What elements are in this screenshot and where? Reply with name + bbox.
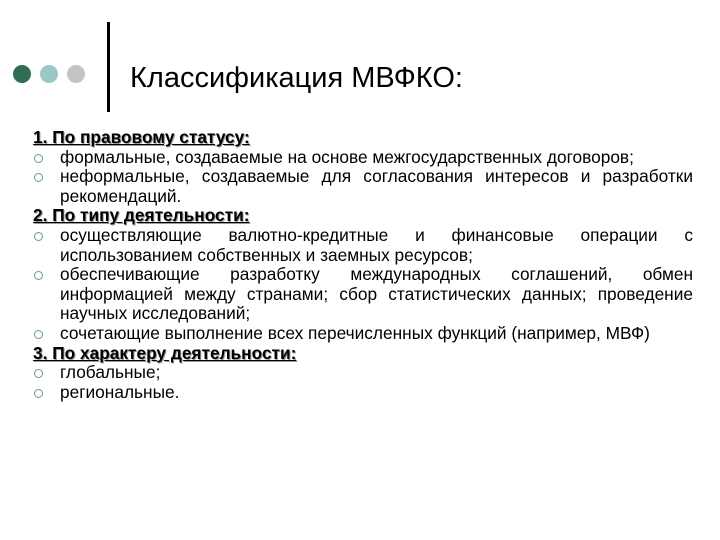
dot-dark-green-icon bbox=[13, 65, 31, 83]
section-heading: 2. По типу деятельности: bbox=[33, 205, 250, 226]
bullet-ring-icon bbox=[34, 154, 43, 163]
list-item-text: сочетающие выполнение всех перечисленных функций (например, МВФ) bbox=[60, 322, 650, 343]
list-item bbox=[33, 363, 693, 383]
list-item bbox=[33, 148, 693, 168]
dot-teal-icon bbox=[40, 65, 58, 83]
list-item bbox=[33, 226, 693, 265]
title-divider-line bbox=[107, 22, 110, 112]
bullet-ring-icon bbox=[34, 330, 43, 339]
bullet-ring-icon bbox=[34, 232, 43, 241]
bullet-ring-icon bbox=[34, 271, 43, 280]
list-item bbox=[33, 265, 693, 324]
list-item bbox=[33, 383, 693, 403]
section-heading: 3. По характеру деятельности: bbox=[33, 342, 297, 363]
list-item-text: глобальные; bbox=[60, 362, 161, 383]
slide-content bbox=[33, 128, 693, 402]
dot-gray-icon bbox=[67, 65, 85, 83]
section-legal-status bbox=[33, 128, 693, 206]
bullet-ring-icon bbox=[34, 369, 43, 378]
slide-title: Классификация МВФКО: bbox=[130, 62, 463, 94]
list-item bbox=[33, 167, 693, 206]
list-item-text: обеспечивающие разработку международных соглашений, обмен информацией между странами; сбор статистических данных; проведение научных исследований; bbox=[60, 264, 693, 324]
bullet-ring-icon bbox=[34, 389, 43, 398]
list-item-text: осуществляющие валютно-кредитные и финансовые операции с использованием собственных и заемных ресурсов; bbox=[60, 224, 693, 265]
list-item-text: неформальные, создаваемые для согласования интересов и разработки рекомендаций. bbox=[60, 166, 693, 206]
list-item-text: формальные, создаваемые на основе межгосударственных договоров; bbox=[60, 146, 634, 167]
section-activity-type bbox=[33, 206, 693, 343]
list-item bbox=[33, 324, 693, 344]
bullet-ring-icon bbox=[34, 173, 43, 182]
section-activity-scope bbox=[33, 344, 693, 403]
section-heading: 1. По правовому статусу: bbox=[33, 127, 250, 147]
list-item-text: региональные. bbox=[60, 381, 180, 402]
decorative-dots bbox=[13, 65, 85, 83]
